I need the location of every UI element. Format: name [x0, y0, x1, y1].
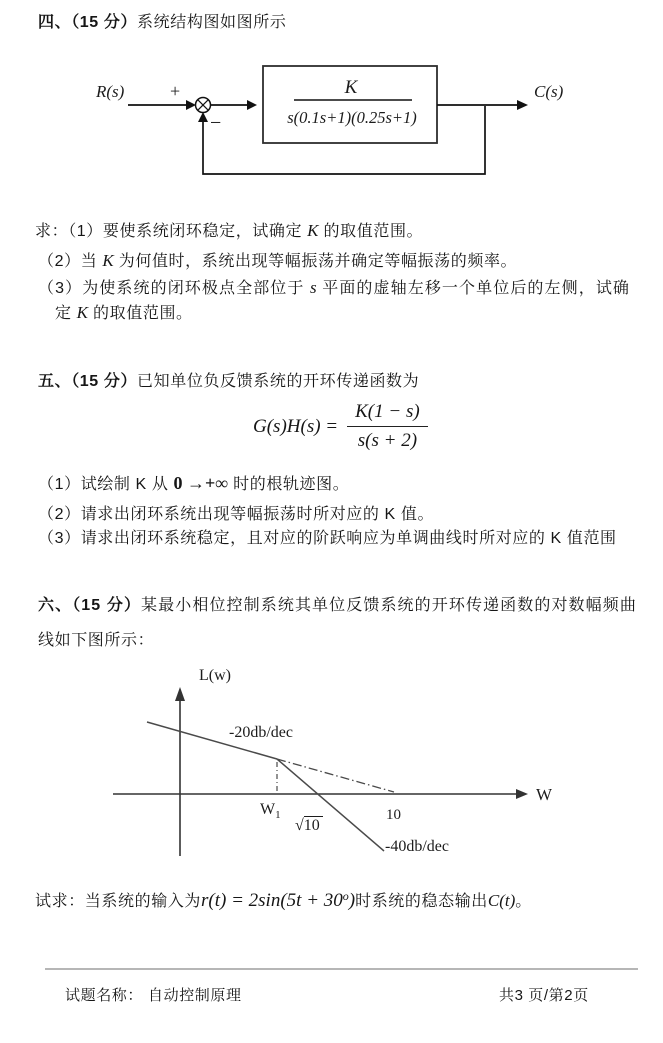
feedback-arrowhead-icon [198, 112, 208, 122]
bode-sqrt10-label [295, 817, 320, 834]
q4-item-2-pre: （2）当 [38, 253, 103, 270]
q5-heading [38, 371, 419, 392]
footer-course-name: 自动控制原理 [148, 987, 242, 1004]
q6-output-symbol: C(t) [487, 891, 516, 910]
output-arrowhead-icon [517, 100, 528, 110]
q5-item-3-pre: （3）请求出闭环系统稳定，且对应的阶跃响应为单调曲线时所对应的 K 值范围 [38, 530, 617, 547]
diagram-minus-sign: − [210, 112, 222, 134]
q6-final-post: 。 [515, 893, 532, 910]
q5-item-1-post: 时的根轨迹图。 [228, 476, 350, 493]
diagram-input-label: R(s) [96, 82, 125, 101]
q5-formula-numerator: K(1 − s) [347, 401, 428, 427]
q4-item-2-post: 为何值时，系统出现等幅振荡并确定等幅振荡的频率。 [113, 253, 518, 270]
q4-item-3 [38, 277, 630, 299]
q6-final-pre: 试求：当系统的输入为 [35, 893, 202, 910]
q6-formula-degree: o [342, 889, 349, 903]
q4-item-3b-math: K [76, 303, 88, 322]
q5-heading-number: 五、（15 分） [38, 373, 138, 390]
q5-item-2-pre: （2）请求出闭环系统出现等幅振荡时所对应的 K 值。 [38, 506, 435, 523]
footer-divider [45, 968, 638, 970]
diagram-plus-sign: + [170, 81, 181, 101]
q6-formula-close: ) [348, 890, 356, 911]
q4-item-3b-post: 的取值范围。 [88, 305, 193, 322]
q5-item-1-pre: （1）试绘制 K 从 [38, 476, 174, 493]
q6-final-question [35, 886, 532, 912]
q5-formula-lhs: G(s)H(s) = [253, 415, 339, 437]
bode-slope1-label: -20db/dec [229, 724, 293, 741]
q6-heading-text1: 某最小相位控制系统其单位反馈系统的开环传递函数的对数幅频曲 [141, 597, 637, 614]
q5-open-loop-formula [253, 401, 428, 452]
q5-heading-text: 已知单位负反馈系统的开环传递函数为 [137, 373, 420, 390]
block-arrowhead-icon [247, 100, 257, 110]
q5-item-3 [38, 528, 617, 549]
bode-plot [0, 650, 663, 875]
q6-heading-line1 [38, 595, 637, 616]
q4-item-1-math: K [307, 221, 319, 240]
q5-formula-fraction [347, 401, 428, 452]
q4-heading-number: 四、（15 分） [38, 14, 138, 31]
q5-item-2 [38, 504, 434, 525]
q4-item-3-math: s [310, 278, 317, 297]
q5-formula-denominator: s(s + 2) [357, 430, 418, 451]
bode-x-axis-label: W [536, 785, 553, 804]
q5-item-1-math: 0 →+∞ [173, 473, 229, 493]
footer-label: 试题名称： [65, 987, 144, 1004]
block-denominator: s(0.1s+1)(0.25s+1) [287, 108, 417, 127]
input-arrowhead-icon [186, 100, 196, 110]
bode-sqrt-sign: √ [295, 817, 304, 834]
bode-slope2-label: -40db/dec [385, 838, 449, 855]
q4-item-2 [38, 250, 517, 272]
bode-x-arrowhead-icon [516, 789, 528, 799]
q6-heading-number: 六、（15 分） [38, 597, 142, 614]
bode-w1-main: W [260, 801, 276, 818]
q4-item-3-pre: （3）为使系统的闭环极点全部位于 [38, 280, 311, 297]
bode-y-arrowhead-icon [175, 687, 185, 701]
q4-heading-text: 系统结构图如图所示 [137, 14, 287, 31]
block-numerator: K [344, 77, 358, 98]
q4-item-1-post: 的取值范围。 [318, 223, 424, 240]
q6-heading-text2: 线如下图所示： [38, 632, 155, 649]
block-diagram [0, 0, 663, 205]
q6-input-formula [201, 886, 355, 911]
q5-item-1 [38, 473, 349, 495]
q4-item-1 [35, 220, 423, 242]
diagram-output-label: C(s) [534, 82, 564, 101]
q4-item-3b-pre: 定 [55, 305, 77, 322]
bode-w1-label [260, 801, 281, 821]
q4-item-1-pre: 求：（1）要使系统闭环稳定，试确定 [35, 223, 308, 240]
bode-ten-label: 10 [386, 807, 401, 823]
q4-item-3-cont [55, 302, 193, 324]
bode-w1-subscript: 1 [275, 809, 281, 821]
q6-heading-line2 [38, 630, 154, 651]
bode-dashdot-asymptote [277, 759, 394, 792]
bode-segment-40db [277, 759, 384, 851]
bode-y-axis-label: L(w) [199, 667, 231, 684]
footer-page-info: 共3 页/第2页 [499, 987, 589, 1004]
q6-final-mid: 时系统的稳态输出 [355, 893, 488, 910]
q4-item-3-post: 平面的虚轴左移一个单位后的左侧，试确 [316, 280, 631, 297]
q6-formula-main: r(t) = 2sin(5t + 30 [201, 890, 343, 911]
bode-sqrt-value: 10 [303, 817, 320, 834]
q4-item-2-math: K [102, 251, 114, 270]
